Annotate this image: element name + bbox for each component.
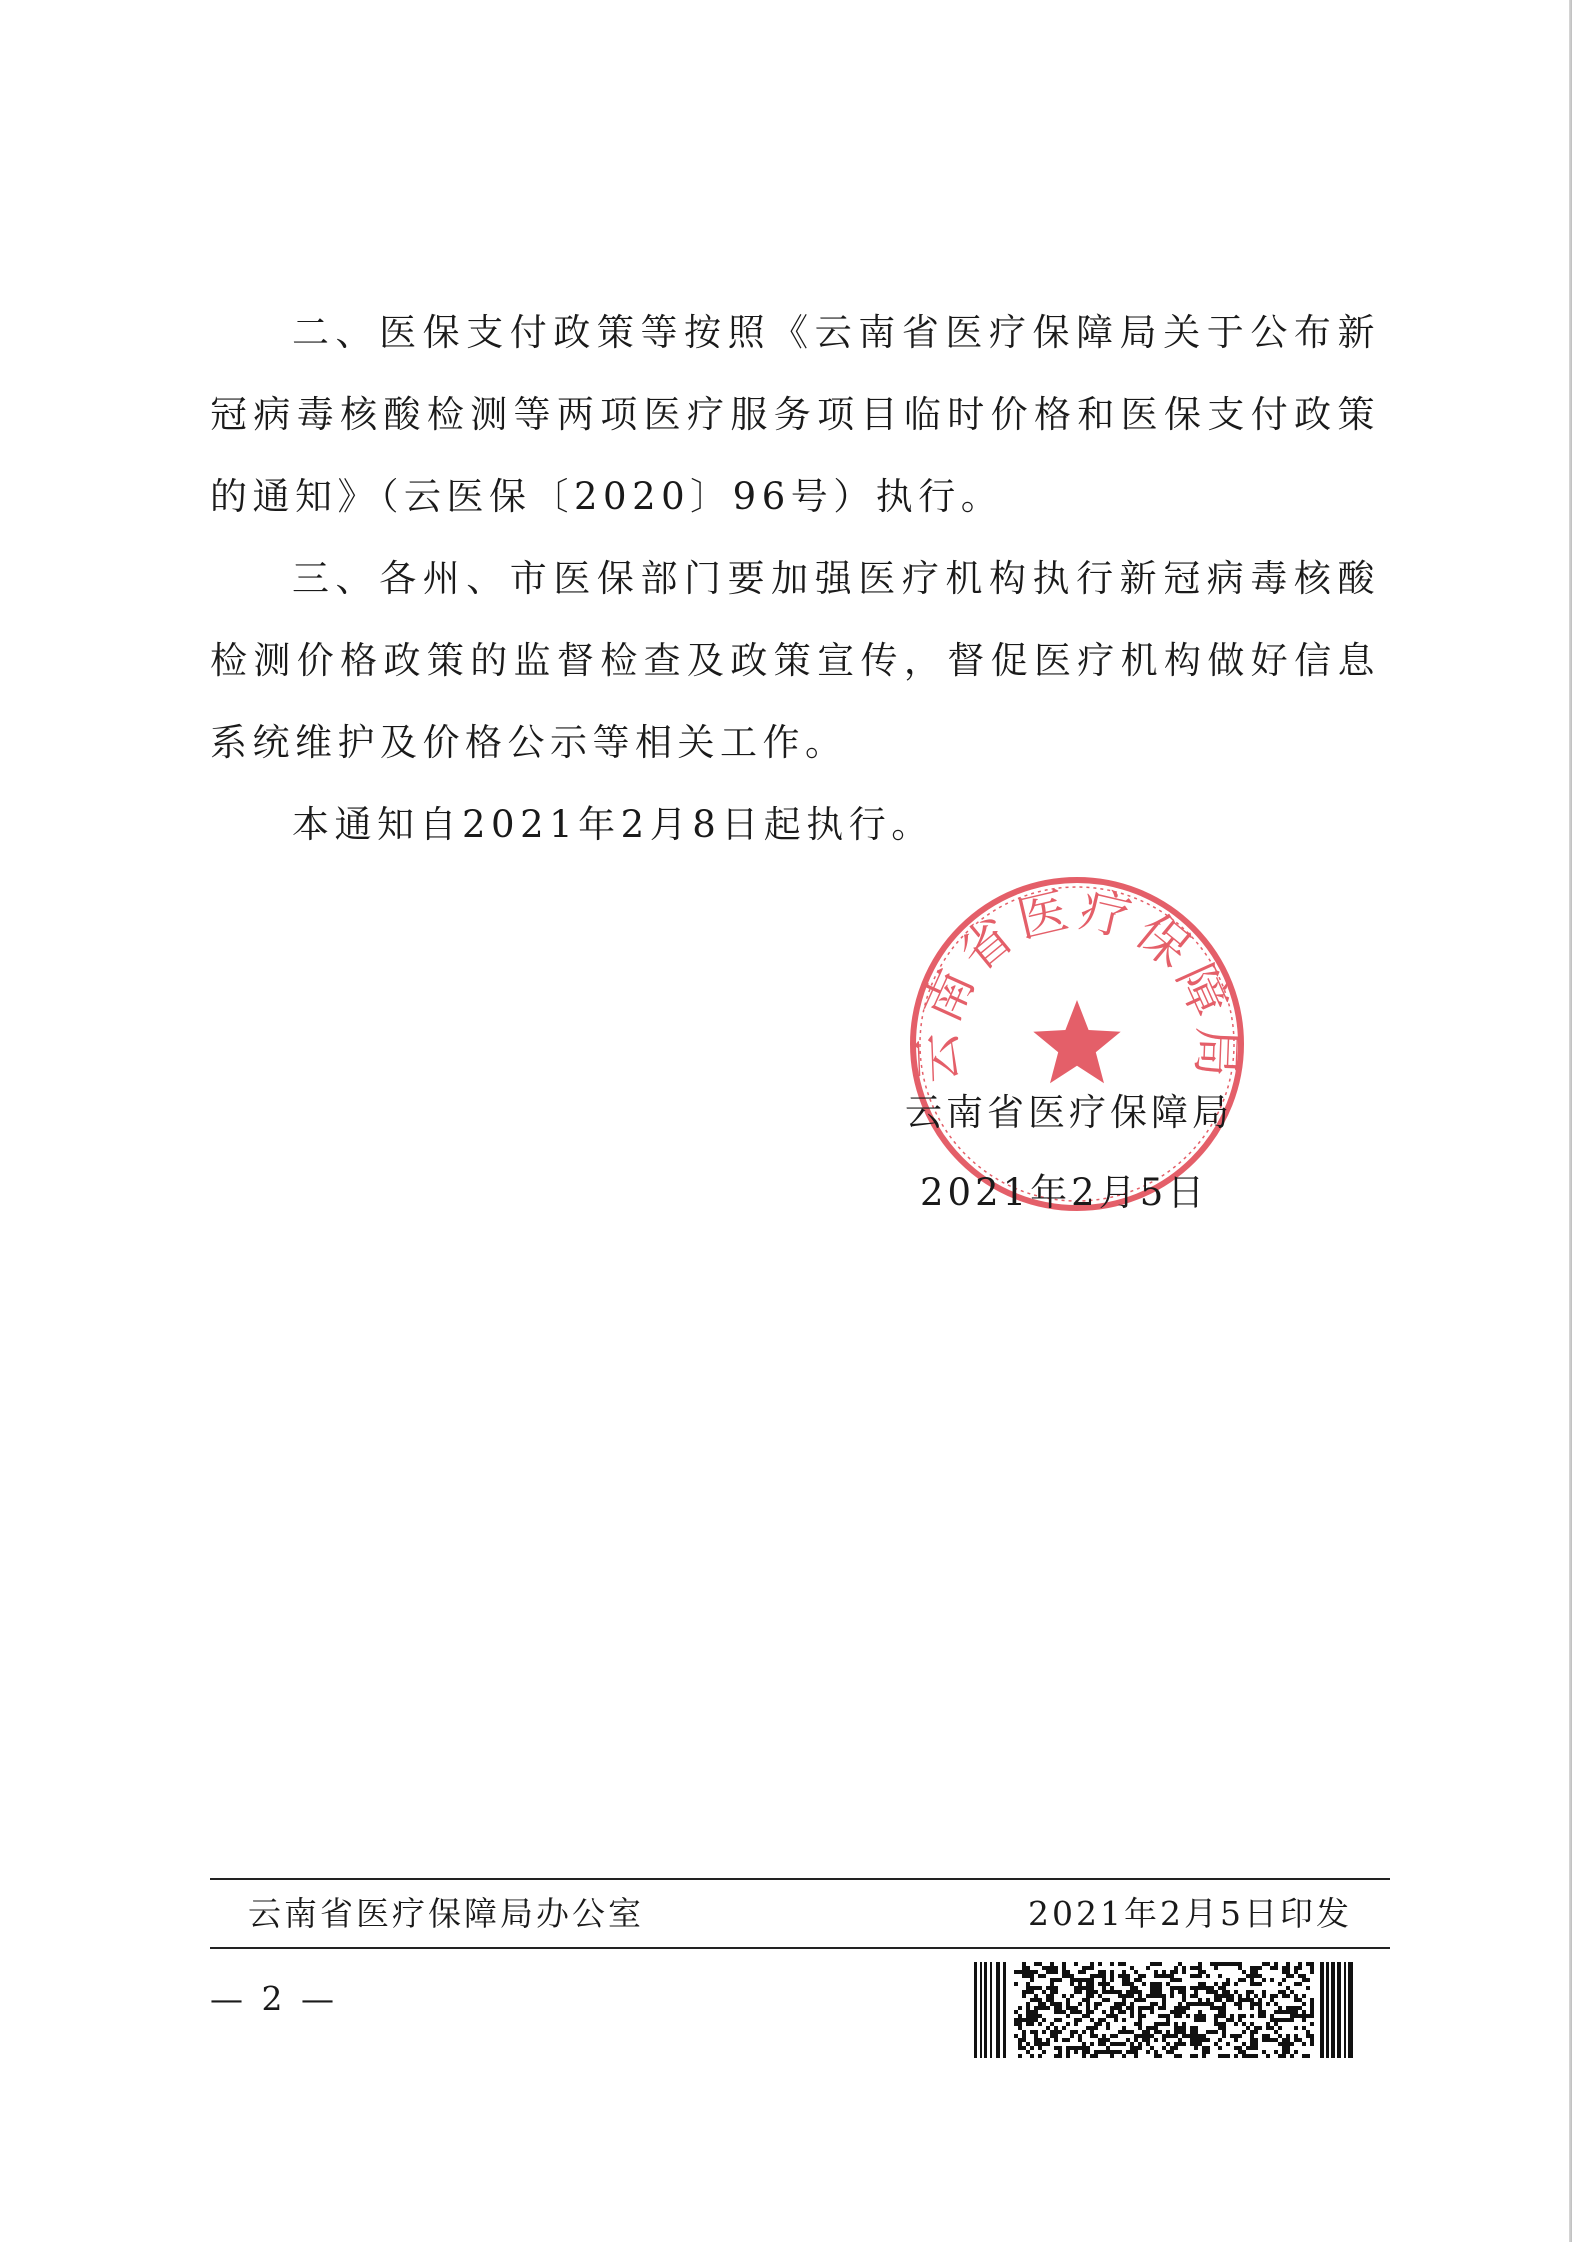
barcode-icon: [974, 1962, 1354, 2058]
scan-page-edge: [1569, 0, 1572, 2242]
footer-issue-date: 2021年2月5日印发: [1028, 1894, 1352, 1933]
document-body: [210, 292, 1380, 866]
footer-issuing-office: 云南省医疗保障局办公室: [248, 1894, 644, 1933]
footer-rule-top: [210, 1878, 1390, 1880]
star-icon: [1033, 1000, 1120, 1083]
paragraph-supervision: 三、各州、市医保部门要加强医疗机构执行新冠病毒核酸检测价格政策的监督检查及政策宣传，督促医疗机构做好信息系统维护及价格公示等相关工作。: [210, 557, 1380, 764]
signature-organization: 云南省医疗保障局: [905, 1091, 1233, 1134]
paragraph-effective-date: 本通知自2021年2月8日起执行。: [292, 803, 934, 846]
seal-text: 云南省医疗保障局: [908, 880, 1246, 1085]
page-number: — 2 —: [210, 1979, 338, 2018]
signature-date: 2021年2月5日: [920, 1171, 1209, 1214]
footer-rule-bottom: [210, 1947, 1390, 1949]
paragraph-payment-policy: 二、医保支付政策等按照《云南省医疗保障局关于公布新冠病毒核酸检测等两项医疗服务项目临时价格和医保支付政策的通知》（云医保〔2020〕96号）执行。: [210, 311, 1380, 518]
